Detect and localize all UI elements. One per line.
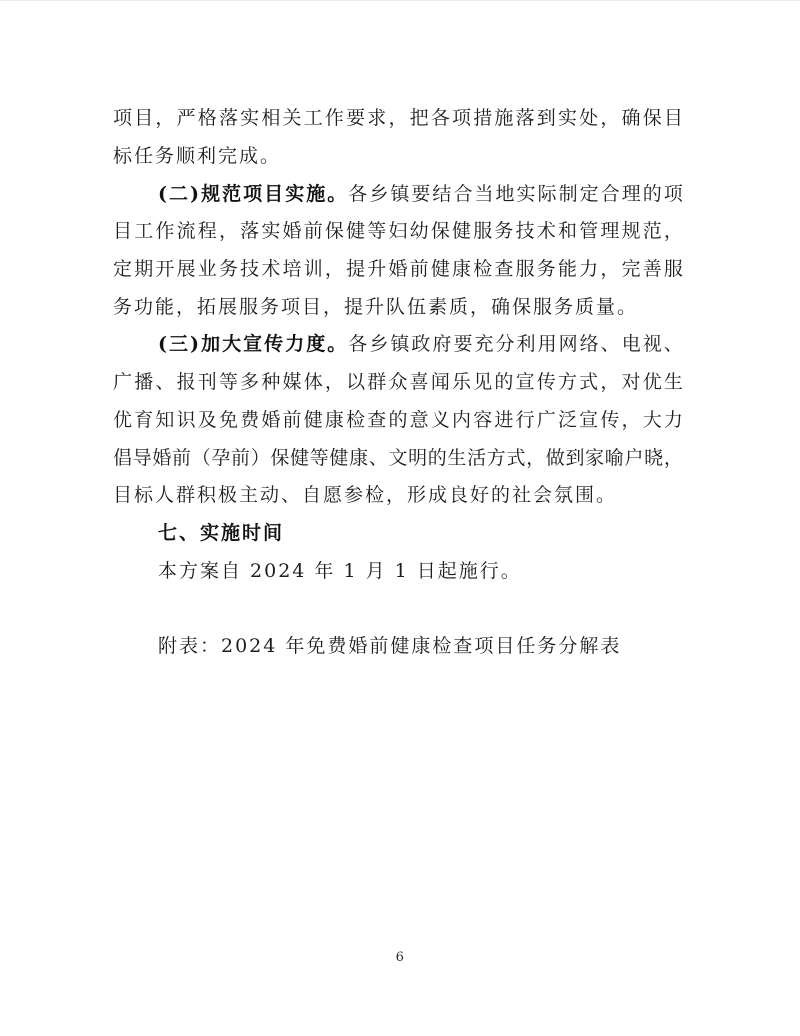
text-run: 、 — [155, 371, 175, 394]
text-run: 等 — [309, 446, 329, 469]
text-run: ， — [663, 220, 683, 243]
text-run: 婚 — [261, 408, 281, 431]
text-run: 升 — [367, 258, 387, 281]
text-run: 二 — [169, 182, 189, 205]
text-run: 见 — [473, 371, 493, 394]
text-run: 宣 — [515, 371, 535, 394]
text-run: 培 — [282, 258, 302, 281]
text-run: 善 — [642, 258, 662, 281]
text-run: 实 — [516, 182, 536, 205]
text-run: 作 — [155, 220, 175, 243]
text-run: 。 — [327, 182, 347, 205]
text-run: 目 — [264, 182, 284, 205]
text-run: 技 — [515, 220, 535, 243]
text-run: ) — [190, 333, 200, 356]
text-run: ( — [158, 182, 167, 205]
text-run: 方 — [557, 371, 577, 394]
text-run: 内 — [452, 408, 472, 431]
text-run: 落 — [240, 220, 260, 243]
text-run: 政 — [411, 333, 431, 356]
text-run: 加 — [201, 333, 221, 356]
text-run: 要 — [411, 182, 431, 205]
text-run: 大 — [642, 408, 662, 431]
text-run: 项 — [663, 182, 683, 205]
text-run: 导 — [132, 446, 152, 469]
text-run: 对 — [621, 371, 641, 394]
text-run: 定 — [579, 182, 599, 205]
text-run: 康 — [349, 446, 369, 469]
text-run: 查 — [494, 258, 514, 281]
text-line — [113, 515, 683, 553]
text-run: 保 — [324, 220, 344, 243]
text-run: 乡 — [369, 333, 389, 356]
text-run: 行 — [515, 408, 535, 431]
text-run: 宣 — [579, 408, 599, 431]
text-line — [113, 628, 683, 666]
text-line — [113, 251, 683, 289]
text-run: 把 — [409, 107, 429, 130]
text-run: 规 — [621, 220, 641, 243]
text-run: 展 — [176, 258, 196, 281]
text-run: 广 — [536, 408, 556, 431]
text-run: 。 — [327, 333, 347, 356]
text-run: 前 — [303, 220, 323, 243]
text-run: 期 — [134, 258, 154, 281]
text-run: 务功能，拓展服务项目，提升队伍素质，确保服务质量。 — [113, 295, 639, 318]
text-run: 技 — [240, 258, 260, 281]
text-run: 镇 — [390, 333, 410, 356]
text-run: 家 — [585, 446, 605, 469]
text-run: 要 — [453, 333, 473, 356]
text-run: 生 — [447, 446, 467, 469]
text-run: 健 — [430, 258, 450, 281]
text-run: 的 — [642, 182, 662, 205]
text-run: 婚 — [282, 220, 302, 243]
text-run: 前 — [282, 408, 302, 431]
text-line — [113, 477, 683, 515]
text-run: 项 — [452, 107, 472, 130]
text-run: 、 — [663, 333, 683, 356]
text-run: 方 — [486, 446, 506, 469]
text-run: 健 — [290, 446, 310, 469]
text-run: 到 — [565, 446, 585, 469]
text-run: 优 — [113, 408, 133, 431]
text-run: 式 — [506, 446, 526, 469]
text-run: 流 — [176, 220, 196, 243]
text-run: ， — [663, 446, 683, 469]
text-run: 完 — [621, 258, 641, 281]
text-run: 康 — [452, 258, 472, 281]
text-run: 作 — [324, 107, 344, 130]
text-run: 式 — [579, 371, 599, 394]
text-run: 各 — [348, 333, 368, 356]
text-run: 、 — [368, 446, 388, 469]
text-run: 健 — [452, 220, 472, 243]
text-run: 理 — [600, 220, 620, 243]
text-run: 确 — [621, 107, 641, 130]
text-run: 广 — [113, 371, 133, 394]
text-run: 种 — [261, 371, 281, 394]
text-run: 相 — [261, 107, 281, 130]
text-run: 育 — [134, 408, 154, 431]
text-run: 知 — [155, 408, 175, 431]
text-run: 府 — [432, 333, 452, 356]
text-run: ， — [388, 107, 408, 130]
text-run: 众 — [388, 371, 408, 394]
text-run: 术 — [261, 258, 281, 281]
text-run: 、 — [600, 333, 620, 356]
text-run: 乡 — [369, 182, 389, 205]
text-run: 地 — [495, 182, 515, 205]
text-run: ， — [600, 371, 620, 394]
text-run: ） — [250, 446, 270, 469]
text-line — [113, 288, 683, 326]
text-run: 的 — [494, 371, 514, 394]
text-line — [113, 138, 683, 176]
text-run: 理 — [621, 182, 641, 205]
text-run: 术 — [536, 220, 556, 243]
text-run: 提 — [346, 258, 366, 281]
text-run: 目标人群积极主动、自愿参检，形成良好的社会氛围。 — [113, 484, 618, 507]
text-run: 的 — [427, 446, 447, 469]
text-run: 媒 — [282, 371, 302, 394]
text-run: 合 — [600, 182, 620, 205]
text-run: 利 — [516, 333, 536, 356]
text-run: 费 — [240, 408, 260, 431]
text-run: 婚 — [388, 258, 408, 281]
text-run: 到 — [536, 107, 556, 130]
text-run: 际 — [537, 182, 557, 205]
text-run: 用 — [537, 333, 557, 356]
text-run: 乐 — [452, 371, 472, 394]
text-run: 服 — [663, 258, 683, 281]
text-run: 落 — [218, 107, 238, 130]
text-run: 前 — [231, 446, 251, 469]
text-run: 范 — [222, 182, 242, 205]
page-number: 6 — [395, 950, 405, 965]
text-run: 保 — [270, 446, 290, 469]
text-run: 当 — [474, 182, 494, 205]
text-run: 合 — [453, 182, 473, 205]
text-run: 镇 — [390, 182, 410, 205]
text-run: 落 — [515, 107, 535, 130]
text-run: 服 — [473, 220, 493, 243]
text-run: 大 — [222, 333, 242, 356]
text-run: 进 — [494, 408, 514, 431]
text-run: 施 — [306, 182, 326, 205]
text-run: 电 — [621, 333, 641, 356]
text-run: 户 — [624, 446, 644, 469]
text-run: 倡 — [113, 446, 133, 469]
text-run: （ — [191, 446, 211, 469]
text-run: 刊 — [197, 371, 217, 394]
text-run: 婚 — [152, 446, 172, 469]
text-run: 络 — [579, 333, 599, 356]
text-run: 度 — [306, 333, 326, 356]
text-run: ， — [621, 408, 641, 431]
text-run: 力 — [285, 333, 305, 356]
text-run: 处 — [579, 107, 599, 130]
text-run: 前 — [409, 258, 429, 281]
text-run: ， — [526, 446, 546, 469]
text-run: 传 — [600, 408, 620, 431]
text-line — [113, 364, 683, 402]
text-run: ， — [155, 107, 175, 130]
text-run: 以 — [346, 371, 366, 394]
text-run: ) — [190, 182, 200, 205]
text-run: 群 — [367, 371, 387, 394]
text-run: 免 — [218, 408, 238, 431]
text-run: 业 — [197, 258, 217, 281]
text-run: 范 — [642, 220, 662, 243]
text-run: 力 — [663, 408, 683, 431]
text-line — [113, 175, 683, 213]
text-run: 规 — [201, 182, 221, 205]
text-run: 务 — [218, 258, 238, 281]
text-run: 做 — [545, 446, 565, 469]
text-run: 义 — [430, 408, 450, 431]
text-run: 活 — [467, 446, 487, 469]
text-run: 管 — [579, 220, 599, 243]
text-run: 健 — [329, 446, 349, 469]
text-run: 孕 — [211, 446, 231, 469]
text-run: 康 — [324, 408, 344, 431]
text-line — [113, 213, 683, 251]
text-run: 各 — [430, 107, 450, 130]
text-run: 闻 — [430, 371, 450, 394]
text-run: 定 — [113, 258, 133, 281]
text-line — [113, 100, 683, 138]
text-run: 制 — [558, 182, 578, 205]
text-run: 实 — [240, 107, 260, 130]
text-run: 程 — [197, 220, 217, 243]
text-line — [113, 326, 683, 364]
text-run: ( — [158, 333, 167, 356]
text-run: 充 — [474, 333, 494, 356]
text-run: 体 — [303, 371, 323, 394]
text-run: 保 — [642, 107, 662, 130]
text-run: 多 — [240, 371, 260, 394]
text-run: 生 — [663, 371, 683, 394]
text-run: 播 — [134, 371, 154, 394]
text-run: 标任务顺利完成。 — [113, 145, 282, 168]
text-run: ， — [600, 258, 620, 281]
text-run: 检 — [346, 408, 366, 431]
text-run: 施 — [494, 107, 514, 130]
text-block — [113, 100, 683, 665]
text-run: 严 — [176, 107, 196, 130]
text-run: 项 — [243, 182, 263, 205]
text-run: 目 — [134, 107, 154, 130]
text-run: 各 — [348, 182, 368, 205]
text-run: 七、实施时间 — [158, 521, 285, 544]
text-run: 健 — [303, 408, 323, 431]
text-run: 目 — [663, 107, 683, 130]
text-run: 和 — [557, 220, 577, 243]
text-run: 实 — [557, 107, 577, 130]
text-run: 宣 — [243, 333, 263, 356]
text-run: 能 — [557, 258, 577, 281]
text-run: 意 — [409, 408, 429, 431]
text-run: 前 — [172, 446, 192, 469]
text-line — [113, 552, 683, 590]
text-run: 健 — [346, 220, 366, 243]
text-run: 关 — [282, 107, 302, 130]
text-run: 训 — [303, 258, 323, 281]
text-run: ， — [324, 258, 344, 281]
text-run: 实 — [285, 182, 305, 205]
text-run: 分 — [495, 333, 515, 356]
text-run: 力 — [579, 258, 599, 281]
text-run: 明 — [408, 446, 428, 469]
text-run: 报 — [176, 371, 196, 394]
text-line — [113, 590, 683, 628]
text-run: 求 — [367, 107, 387, 130]
text-run: 优 — [642, 371, 662, 394]
text-run: 传 — [264, 333, 284, 356]
text-run: 妇 — [388, 220, 408, 243]
text-run: 及 — [197, 408, 217, 431]
text-run: ， — [324, 371, 344, 394]
text-run: 本方案自 2024 年 1 月 1 日起施行。 — [158, 559, 522, 582]
text-run: 目 — [113, 220, 133, 243]
text-run: 传 — [536, 371, 556, 394]
text-run: 三 — [169, 333, 189, 356]
text-run: 工 — [303, 107, 323, 130]
text-run: 喜 — [409, 371, 429, 394]
text-run: 文 — [388, 446, 408, 469]
text-line — [113, 402, 683, 440]
text-run: 项 — [113, 107, 133, 130]
text-run: 识 — [176, 408, 196, 431]
text-run: 实 — [261, 220, 281, 243]
text-run: 晓 — [644, 446, 664, 469]
text-run: 容 — [473, 408, 493, 431]
text-run: 检 — [473, 258, 493, 281]
text-run: 服 — [515, 258, 535, 281]
text-run: 要 — [346, 107, 366, 130]
text-run: 泛 — [557, 408, 577, 431]
text-run: ， — [600, 107, 620, 130]
text-run: 工 — [134, 220, 154, 243]
text-run: 视 — [642, 333, 662, 356]
text-run: 幼 — [409, 220, 429, 243]
text-run: 的 — [388, 408, 408, 431]
text-run: 喻 — [604, 446, 624, 469]
text-run: 保 — [430, 220, 450, 243]
text-run: 务 — [536, 258, 556, 281]
text-run: 等 — [367, 220, 387, 243]
text-run: 查 — [367, 408, 387, 431]
text-line — [113, 439, 683, 477]
text-run: 结 — [432, 182, 452, 205]
text-run: ， — [218, 220, 238, 243]
text-run: 网 — [558, 333, 578, 356]
text-run: 等 — [218, 371, 238, 394]
text-run: 务 — [494, 220, 514, 243]
text-run: 开 — [155, 258, 175, 281]
text-run: 附表：2024 年免费婚前健康检查项目任务分解表 — [158, 634, 622, 657]
text-run: 措 — [473, 107, 493, 130]
text-run: 格 — [197, 107, 217, 130]
